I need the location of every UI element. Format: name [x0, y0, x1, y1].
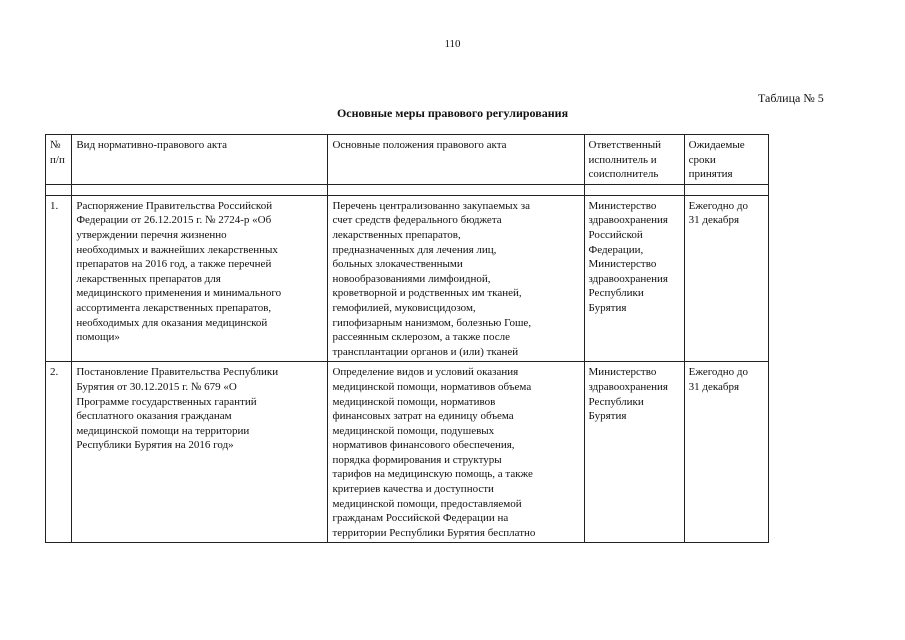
text-line: необходимых и важнейших лекарственных	[76, 243, 278, 256]
text-line: п/п	[50, 153, 65, 166]
row-responsible-cell	[584, 195, 684, 362]
text-line: 31 декабря	[688, 380, 740, 393]
text-line: Республики	[588, 395, 644, 408]
text-line: Ожидаемые	[688, 139, 745, 151]
regulation-table	[45, 134, 769, 543]
text-line: Республики Бурятия на 2016 год»	[76, 439, 234, 452]
text-line: Министерство	[588, 199, 657, 212]
row-act-cell	[72, 362, 328, 543]
text-line: Бурятия от 30.12.2015 г. № 679 «О	[76, 380, 237, 393]
header-responsible-cell	[584, 135, 684, 185]
text-line: Федерации,	[588, 243, 644, 256]
table-row	[46, 362, 769, 543]
row-provisions-cell	[328, 362, 584, 543]
text-line: Основные положения правового акта	[332, 139, 507, 151]
text-line: Российской	[588, 228, 643, 241]
text-line: лекарственных препаратов,	[332, 228, 461, 241]
text-line: Ежегодно до	[688, 366, 748, 379]
table-row	[46, 195, 769, 362]
text-line: рассеянным склерозом, а также после	[332, 331, 510, 344]
text-line: препаратов на 2016 год, а также перечней	[76, 258, 272, 271]
row-act-cell	[72, 195, 328, 362]
table-label: Таблица № 5	[758, 91, 824, 105]
text-line: Бурятия	[588, 410, 627, 423]
header-provisions-cell	[328, 135, 584, 185]
text-line: Вид нормативно-правового акта	[76, 139, 227, 151]
text-line: здравоохранения	[588, 380, 668, 393]
spacer-cell	[72, 184, 328, 195]
row-deadline-cell	[684, 195, 768, 362]
text-line: №	[50, 139, 61, 151]
text-line: Министерство	[588, 258, 657, 271]
text-line: Бурятия	[588, 301, 627, 314]
text-line: трансплантации органов и (или) тканей	[332, 345, 519, 358]
header-act-type-cell	[72, 135, 328, 185]
text-line: Постановление Правительства Республики	[76, 366, 279, 379]
text-line: медицинской помощи на территории	[76, 424, 250, 437]
text-line: Перечень централизованно закупаемых за	[332, 199, 531, 212]
text-line: новообразованиями лимфоидной,	[332, 272, 491, 285]
page-number: 110	[444, 38, 461, 50]
text-line: кроветворной и родственных им тканей,	[332, 287, 522, 300]
text-line: Федерации от 26.12.2015 г. № 2724-р «Об	[76, 214, 272, 227]
spacer-cell	[46, 184, 72, 195]
text-line: принятия	[688, 168, 733, 181]
row-provisions-cell	[328, 195, 584, 362]
text-line: медицинской помощи, нормативов	[332, 395, 496, 408]
text-line: медицинской помощи, предоставляемой	[332, 497, 522, 510]
row-num-cell: 1.	[46, 195, 72, 362]
document-title: Основные меры правового регулирования	[336, 106, 569, 120]
text-line: Распоряжение Правительства Российской	[76, 199, 273, 212]
text-line: предназначенных для лечения лиц,	[332, 243, 497, 256]
header-spacer-row	[46, 184, 769, 195]
text-line: Определение видов и условий оказания	[332, 366, 519, 379]
text-line: медицинской помощи, подушевых	[332, 424, 495, 437]
header-deadline-cell	[684, 135, 768, 185]
text-line: гипофизарным нанизмом, болезнью Гоше,	[332, 316, 532, 329]
text-line: необходимых для оказания медицинской	[76, 316, 268, 329]
text-line: тарифов на медицинскую помощь, а также	[332, 468, 533, 481]
row-num-cell: 2.	[46, 362, 72, 543]
spacer-cell	[684, 184, 768, 195]
text-line: лекарственных препаратов для	[76, 272, 221, 285]
spacer-cell	[584, 184, 684, 195]
row-deadline-cell	[684, 362, 768, 543]
text-line: 31 декабря	[688, 214, 740, 227]
text-line: критериев качества и доступности	[332, 483, 494, 496]
text-line: Республики	[588, 287, 644, 300]
text-line: утверждении перечня жизненно	[76, 228, 227, 241]
text-line: сроки	[688, 153, 716, 166]
text-line: финансовых затрат на единицу объема	[332, 410, 514, 423]
header-num-cell	[46, 135, 72, 185]
text-line: Ответственный	[588, 139, 661, 151]
text-line: здравоохранения	[588, 272, 668, 285]
text-line: территории Республики Бурятия бесплатно	[332, 526, 536, 539]
table-header-row	[46, 135, 769, 185]
text-line: исполнитель и	[588, 153, 657, 166]
text-line: медицинского применения и минимального	[76, 287, 282, 300]
text-line: нормативов финансового обеспечения,	[332, 439, 515, 452]
text-line: порядка формирования и структуры	[332, 453, 502, 466]
text-line: счет средств федерального бюджета	[332, 214, 502, 227]
text-line: гемофилией, муковисцидозом,	[332, 301, 476, 314]
text-line: гражданам Российской Федерации на	[332, 512, 509, 525]
text-line: больных злокачественными	[332, 258, 463, 271]
text-line: ассортимента лекарственных препаратов,	[76, 301, 272, 314]
text-line: здравоохранения	[588, 214, 668, 227]
spacer-cell	[328, 184, 584, 195]
text-line: бесплатного оказания гражданам	[76, 410, 232, 423]
text-line: Программе государственных гарантий	[76, 395, 257, 408]
text-line: Ежегодно до	[688, 199, 748, 212]
text-line: соисполнитель	[588, 168, 659, 181]
row-responsible-cell	[584, 362, 684, 543]
text-line: помощи»	[76, 331, 120, 344]
text-line: медицинской помощи, нормативов объема	[332, 380, 532, 393]
text-line: Министерство	[588, 366, 657, 379]
